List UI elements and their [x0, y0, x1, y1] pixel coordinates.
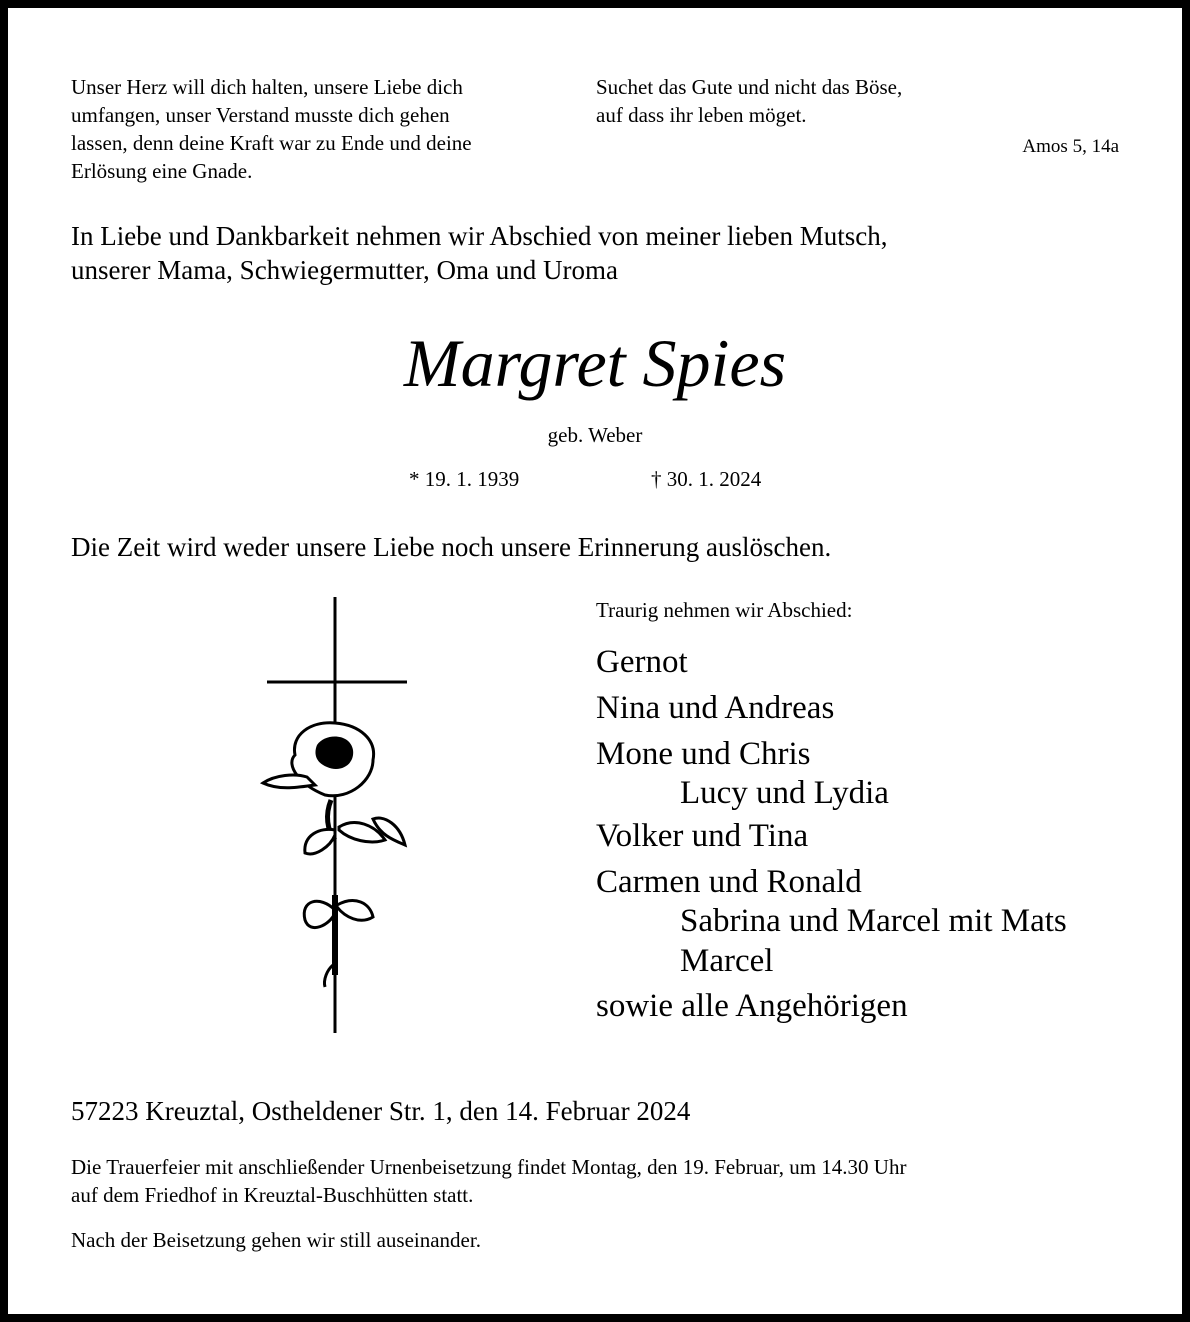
address-date: 57223 Kreuztal, Ostheldener Str. 1, den 14. Februar 2024 [71, 1096, 691, 1126]
ceremony-line: Die Trauerfeier mit anschließender Urnenbeisetzung findet Montag, den 19. Februar, um 14.30 Uhr [71, 1155, 907, 1179]
mourner: Nina und Andreas [596, 690, 835, 726]
mourner: Lucy und Lydia [680, 775, 889, 811]
intro-line: In Liebe und Dankbarkeit nehmen wir Abschied von meiner lieben Mutsch, [71, 221, 888, 251]
ceremony-line: auf dem Friedhof in Kreuztal-Buschhütten statt. [71, 1183, 474, 1207]
mourner: Mone und Chris [596, 736, 811, 772]
quote-left [71, 73, 472, 185]
quote-line: Erlösung eine Gnade. [71, 159, 253, 183]
mourner: Gernot [596, 644, 688, 680]
quote-line: auf dass ihr leben möget. [596, 103, 807, 127]
birth-date: * 19. 1. 1939 [409, 467, 520, 491]
motto: Die Zeit wird weder unsere Liebe noch unsere Erinnerung auslöschen. [71, 532, 832, 562]
intro-text [71, 219, 888, 287]
mourners-list [596, 639, 1067, 1029]
quote-line: Suchet das Gute und nicht das Böse, [596, 75, 903, 99]
quote-source: Amos 5, 14a [1022, 136, 1119, 157]
mourner: Marcel [680, 943, 774, 979]
cross-rose-icon [255, 595, 415, 1035]
mourner: Volker und Tina [596, 818, 809, 854]
quote-right [596, 73, 902, 129]
mourner: sowie alle Angehörigen [596, 988, 908, 1024]
mourner: Sabrina und Marcel mit Mats [680, 903, 1067, 939]
quote-line: Unser Herz will dich halten, unsere Liebe dich [71, 75, 463, 99]
death-date: † 30. 1. 2024 [651, 467, 762, 491]
mourners-heading: Traurig nehmen wir Abschied: [596, 598, 853, 622]
deceased-name: Margret Spies [403, 325, 787, 401]
quote-line: umfangen, unser Verstand musste dich gehen [71, 103, 450, 127]
quote-line: lassen, denn deine Kraft war zu Ende und deine [71, 131, 472, 155]
maiden-name: geb. Weber [547, 423, 643, 447]
closing-note: Nach der Beisetzung gehen wir still auseinander. [71, 1228, 481, 1252]
mourner: Carmen und Ronald [596, 864, 862, 900]
intro-line: unserer Mama, Schwiegermutter, Oma und Uroma [71, 255, 619, 285]
ceremony-info [71, 1153, 906, 1209]
